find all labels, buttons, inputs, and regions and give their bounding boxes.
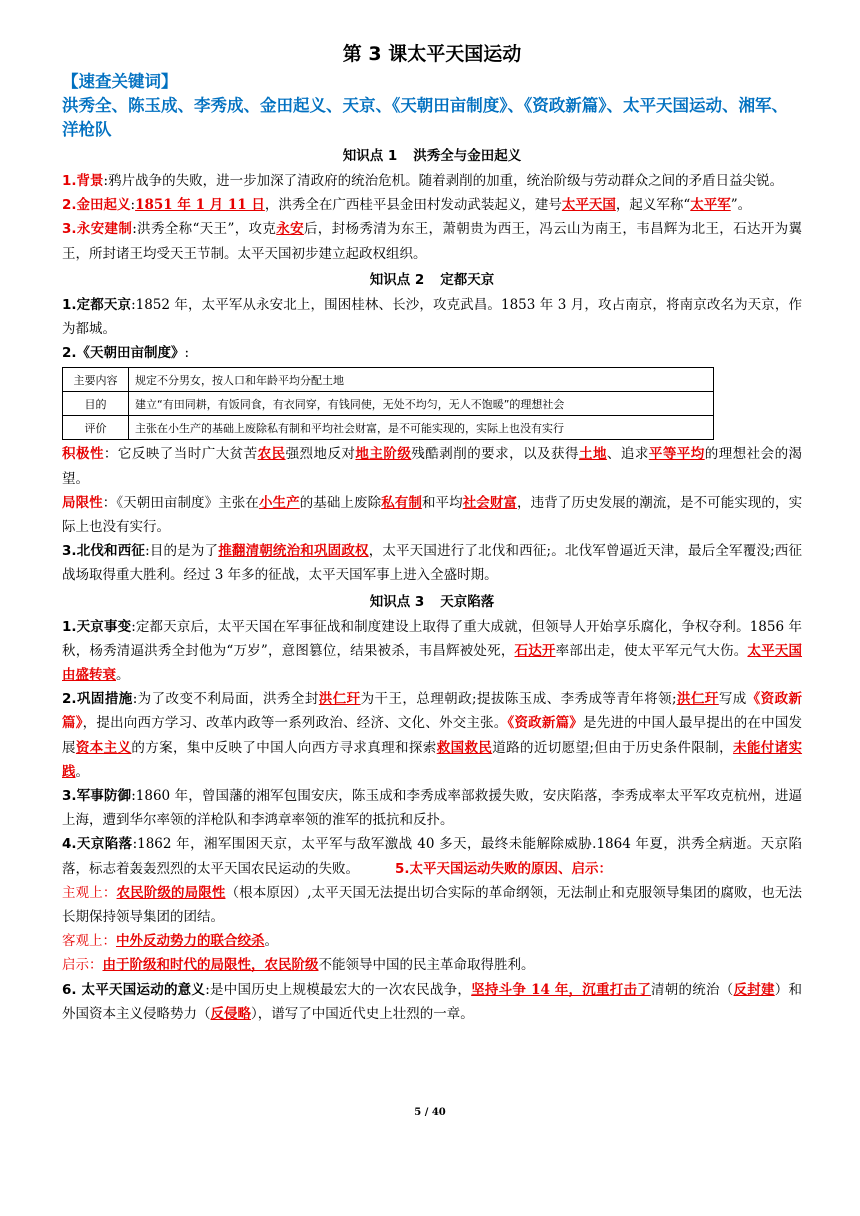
paragraph-lesson: 启示：由于阶级和时代的局限性，农民阶级不能领导中国的民主革命取得胜利。 — [62, 957, 535, 974]
table-cell-key: 评价 — [63, 416, 129, 440]
section-name: 定都天京 — [440, 271, 495, 288]
paragraph-subjective-reason: 主观上：农民阶级的局限性（根本原因）,太平天国无法提出切合实际的革命纲领，无法制止和克服领导集团的腐败，也无法长期保持领导集团的团结。 — [62, 884, 803, 926]
section-label: 知识点 1 — [342, 148, 398, 164]
paragraph-background: 1.背景:鸦片战争的失败，进一步加深了清政府的统治危机。随着剥削的加重，统治阶级与劳动群众之间的矛盾日益尖锐。 — [62, 173, 784, 189]
table-cell-key: 目的 — [63, 392, 129, 416]
paragraph-objective-reason: 客观上：中外反动势力的联合绞杀。 — [62, 933, 278, 950]
paragraph-tianjing-incident: 1.天京事变:定都天京后，太平天国在军事征战和制度建设上取得了重大成就，但领导人开始享乐腐化，争权夺利。1856 年秋，杨秀清逼洪秀全封他为“万岁”，意图篡位，结果被杀，韦昌辉被处死，石达开率部出走，使太平军元气大伤。太平天国由盛转衰。 — [62, 618, 803, 684]
table-cell-value: 主张在小生产的基础上废除私有制和平均社会财富，是不可能实现的，实际上也没有实行 — [129, 416, 714, 440]
section-title-kp1 — [62, 145, 802, 167]
paragraph-northern-expedition: 3.北伐和西征:目的是为了推翻清朝统治和巩固政权，太平天国进行了北伐和西征;。北伐军曾逼近天津，最后全军覆没;西征战场取得重大胜利。经过 3 年多的征战，太平天国军事上进入全盛时期。 — [62, 543, 802, 584]
paragraph-yongan: 3.永安建制:洪秀全称“天王”，攻克永安后，封杨秀清为东王，萧朝贵为西王，冯云山为南王，韦昌辉为北王，石达开为翼王，所封诸王均受天王节制。太平天国初步建立起政权组织。 — [62, 221, 803, 262]
subheading-failure-reasons: 5.太平天国运动失败的原因、启示： — [395, 860, 613, 877]
section-label: 知识点 2 — [369, 271, 425, 288]
paragraph-capital: 1.定都天京:1852 年，太平军从永安北上，围困桂林、长沙，攻克武昌。1853 年 3 月，攻占南京，将南京改名为天京，作为都城。 — [62, 296, 803, 338]
paragraph-consolidation: 2.巩固措施:为了改变不利局面，洪秀全封洪仁玕为干王，总理朝政;提拔陈玉成、李秀成等青年将领;洪仁玕写成《资政新篇》，提出向西方学习、改革内政等一系列政治、经济、文化、外交主张。《资政新篇》是先进的中国人最早提出的在中国发展资本主义的方案，集中反映了中国人向西方寻求真理和探索救国救民道路的近切愿望;但由于历史条件限制，未能付诸实践。 — [62, 691, 803, 780]
paragraph-jintian-uprising: 2.金田起义:1851 年 1 月 11 日，洪秀全在广西桂平县金田村发动武装起义，建号太平天国，起义军称“太平军”。 — [62, 197, 752, 214]
table-row — [63, 416, 714, 440]
land-system-table — [62, 367, 714, 440]
paragraph-land-system: 2.《天朝田亩制度》: — [62, 345, 190, 362]
section-label: 知识点 3 — [369, 593, 425, 610]
section-name: 天京陷落 — [440, 593, 495, 610]
page-title: 第 3 课太平天国运动 — [342, 43, 522, 65]
paragraph-military-defense: 3.军事防御:1860 年，曾国藩的湘军包围安庆，陈玉成和李秀成率部救援失败，安庆陷落，李秀成率太平军攻克杭州，进逼上海，遭到华尔率领的洋枪队和李鸿章率领的淮军的抵抗和反扑。 — [62, 788, 802, 829]
keywords-list: 洪秀全、陈玉成、李秀成、金田起义、天京、《天朝田亩制度》、《资政新篇》、太平天国运动、湘军、洋枪队 — [62, 96, 788, 139]
table-cell-value: 规定不分男女，按人口和年龄平均分配土地 — [129, 368, 714, 392]
section-name: 洪秀全与金田起义 — [413, 148, 522, 164]
keywords-heading: 【速查关键词】 — [62, 72, 178, 91]
table-row — [63, 368, 714, 392]
table-row — [63, 392, 714, 416]
section-title-kp3 — [62, 591, 802, 613]
paragraph-limitation: 局限性：《天朝田亩制度》主张在小生产的基础上废除私有制和平均社会财富，违背了历史发展的潮流，是不可能实现的，实际上也没有实行。 — [62, 494, 803, 536]
paragraph-significance: 6. 太平天国运动的意义:是中国历史上规模最宏大的一次农民战争，坚持斗争 14 年，沉重打击了清朝的统治（反封建）和外国资本主义侵略势力（反侵略），谱写了中国近代史上壮烈的一章。 — [62, 981, 803, 1022]
page-number: 5 / 40 — [414, 1107, 446, 1118]
document-page — [62, 40, 802, 1026]
section-title-kp2 — [62, 269, 802, 291]
paragraph-fall-of-tianjing: 4.天京陷落:1862 年，湘军围困天京，太平军与敌军激战 40 多天，最终未能解除威胁.1864 年夏，洪秀全病逝。天京陷落，标志着轰轰烈烈的太平天国农民运动的失败。 5.太平天国运动失败的原因、启示： — [62, 836, 802, 877]
table-cell-key: 主要内容 — [63, 368, 129, 392]
paragraph-positive: 积极性：它反映了当时广大贫苦农民强烈地反对地主阶级残酷剥削的要求，以及获得土地、追求平等平均的理想社会的渴望。 — [62, 446, 803, 487]
table-cell-value: 建立“有田同耕，有饭同食，有衣同穿，有钱同使，无处不均匀，无人不饱暖”的理想社会 — [129, 392, 714, 416]
